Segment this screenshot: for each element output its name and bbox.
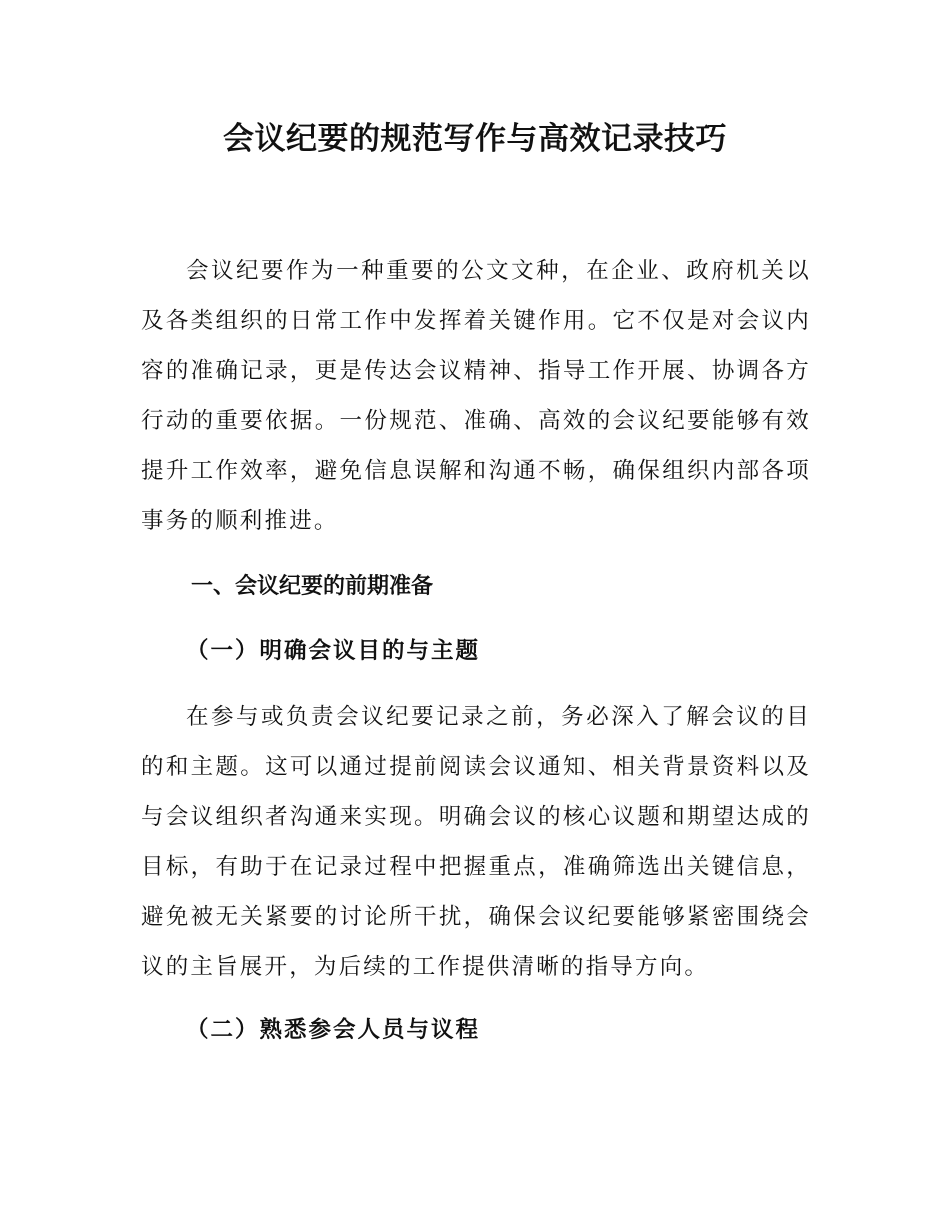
intro-paragraph: 会议纪要作为一种重要的公文文种，在企业、政府机关以及各类组织的日常工作中发挥着关键作用。它不仅是对会议内容的准确记录，更是传达会议精神、指导工作开展、协调各方行动的重要依据。一份规范、准确、高效的会议纪要能够有效提升工作效率，避免信息误解和沟通不畅，确保组织内部各项事务的顺利推进。	[141, 258, 811, 534]
subsection-1-paragraph: 在参与或负责会议纪要记录之前，务必深入了解会议的目的和主题。这可以通过提前阅读会议通知、相关背景资料以及与会议组织者沟通来实现。明确会议的核心议题和期望达成的目标，有助于在记录过程中把握重点，准确筛选出关键信息，避免被无关紧要的讨论所干扰，确保会议纪要能够紧密围绕会议的主旨展开，为后续的工作提供清晰的指导方向。	[141, 704, 811, 980]
document-title: 会议纪要的规范写作与高效记录技巧	[223, 121, 727, 157]
section-heading: 一、会议纪要的前期准备	[191, 574, 434, 599]
subsection-heading-1: （一）明确会议目的与主题	[186, 638, 481, 664]
subsection-heading-2: （二）熟悉参会人员与议程	[186, 1017, 481, 1043]
